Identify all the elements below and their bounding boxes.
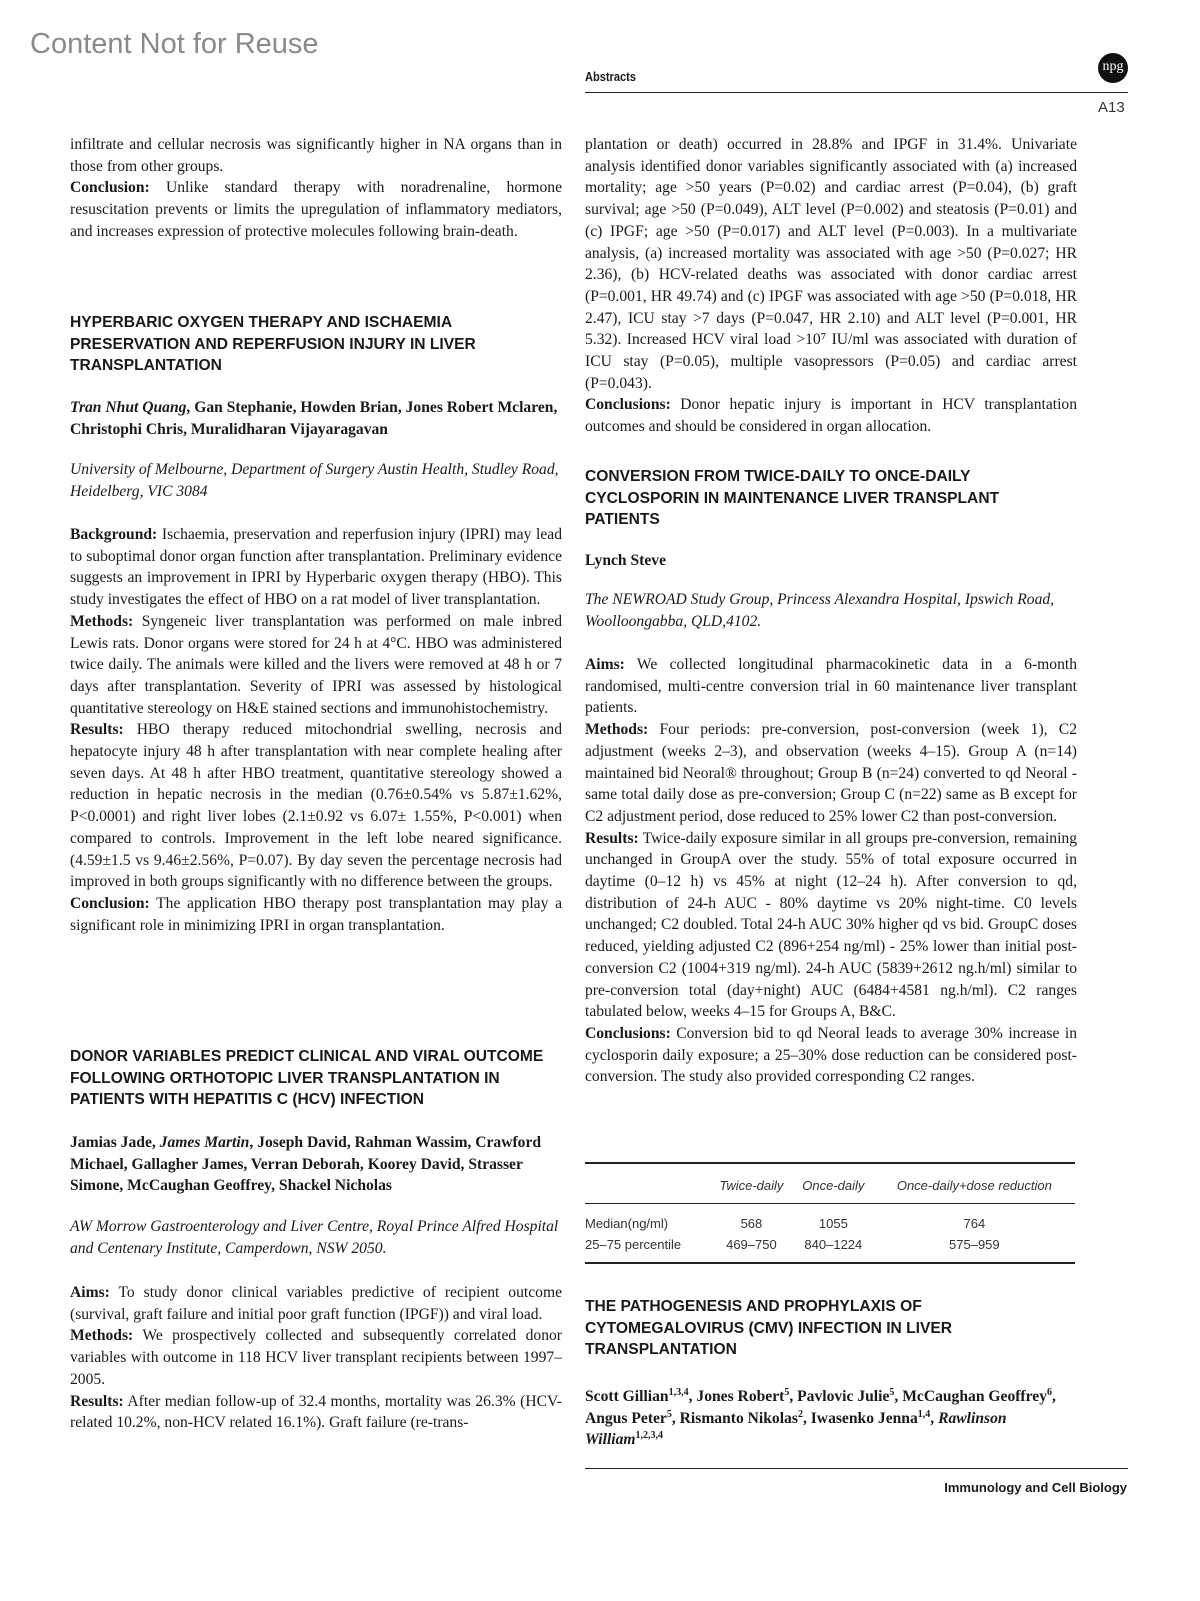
table-cell: Median(ng/ml) — [585, 1216, 669, 1231]
author: McCaughan Geoffrey — [902, 1388, 1047, 1405]
author-list — [585, 1386, 1077, 1451]
section-label: Conclusion: — [70, 179, 150, 197]
table-cell: 764 — [963, 1216, 986, 1231]
section-text: HBO therapy reduced mitochondrial swelling, necrosis and hepatocyte injury 48 h after transplantation with near complete healing after seven days. At 48 h after HBO treatment, quantitative stereology showed a reduction in hepatic necrosis in the median (0.76±0.54% vs 5.87±1.62%, P<0.0001) and right liver lobes (2.1±0.92 vs 6.07± 1.55%, P<0.001) when compared to controls. Improvement in the left lobe neared significance. (4.59±1.5 vs 9.46±2.56%, P=0.07). By day seven the percentage necrosis had improved in both groups significantly with no difference between the groups. — [70, 721, 562, 891]
presenting-author: Tran Nhut Quang — [70, 399, 187, 416]
abstract-body-continued — [585, 134, 1077, 438]
separator: , — [1052, 1388, 1056, 1405]
section-label: Conclusion: — [70, 894, 150, 912]
previous-abstract-end — [70, 134, 562, 243]
c2-ranges-table — [585, 1162, 1075, 1264]
author-list — [70, 1132, 562, 1197]
section-label: Methods: — [585, 721, 649, 739]
table-cell: 840–1224 — [793, 1234, 874, 1263]
table-cell: 469–750 — [710, 1234, 793, 1263]
affiliation-marker: 5 — [666, 1408, 672, 1420]
section-label: Results: — [585, 829, 639, 847]
section-text: Four periods: pre-conversion, post-conversion (week 1), C2 adjustment (weeks 2–3), and observation (weeks 4–15). Group A (n=14) maintained bid Neoral® throughout; Group B (n=24) converted to qd Neoral - same total daily dose as pre-conversion; Group C (n=22) same as B except for C2 adjustment period, dose reduced to 25% lower C2 than post-conversion. — [585, 721, 1077, 825]
authors: , Joseph David, Rahman Wassim, Crawford Michael, Gallagher James, Verran Deborah, Koorey David, Strasser Simone, McCaughan Geoffrey, Shackel Nicholas — [70, 1134, 542, 1195]
intro-text: infiltrate and cellular necrosis was significantly higher in NA organs than in those from other groups. — [70, 136, 562, 175]
journal-name: Immunology and Cell Biology — [944, 1480, 1127, 1495]
header-rule — [585, 92, 1128, 93]
running-header: Abstracts — [585, 69, 636, 84]
section-label: Aims: — [585, 656, 625, 673]
affiliation-marker: 5 — [889, 1386, 895, 1398]
abstract-title: HYPERBARIC OXYGEN THERAPY AND ISCHAEMIA PRESERVATION AND REPERFUSION INJURY IN LIVER TRANSPLANTATION — [70, 314, 476, 375]
section-label: Results: — [70, 721, 124, 739]
affiliation-marker: 5 — [784, 1386, 790, 1398]
logo-text: npg — [1102, 59, 1124, 74]
section-text: Ischaemia, preservation and reperfusion injury (IPRI) may lead to suboptimal donor organ function after transplantation. Preliminary evidence suggests an improvement in IPRI by Hyperbaric oxygen therapy (HBO). This study investigates the effect of HBO on a rat model of liver transplantation. — [70, 526, 562, 609]
page-number: A13 — [1098, 99, 1125, 116]
column-header — [585, 1163, 710, 1204]
table-cell: 1055 — [818, 1216, 848, 1231]
affiliation: University of Melbourne, Department of Surgery Austin Health, Studley Road, Heidelberg, VIC 3084 — [70, 461, 559, 500]
section-text: Syngeneic liver transplantation was performed on male inbred Lewis rats. Donor organs were stored for 24 h at 4°C. HBO was administered twice daily. The animals were killed and the livers were removed at 48 h or 7 days after transplantation. Severity of IPRI was assessed by histological quantitative stereology on H&E stained sections and immunohistochemistry. — [70, 612, 562, 717]
section-label: Background: — [70, 526, 158, 543]
section-text: The application HBO therapy post transplantation may play a significant role in minimizing IPRI in organ transplantation. — [70, 894, 562, 934]
author: Scott Gillian — [585, 1388, 669, 1405]
section-text: Conversion bid to qd Neoral leads to average 30% increase in cyclosporin daily exposure; a 25–30% dose reduction can be considered post-conversion. The study also provided corresponding C2 ranges. — [585, 1024, 1077, 1086]
authors: , Gan Stephanie, Howden Brian, Jones Robert Mclaren, Christophi Chris, Muralidharan Vijayaragavan — [70, 399, 558, 438]
section-text: Donor hepatic injury is important in HCV transplantation outcomes and should be considered in organ allocation. — [585, 396, 1077, 436]
separator: , — [789, 1388, 798, 1405]
section-label: Conclusions: — [585, 1024, 671, 1042]
author: Jamias Jade, — [70, 1134, 160, 1151]
presenting-author: Rawlinson William — [585, 1409, 1007, 1449]
section-text: To study donor clinical variables predictive of recipient outcome (survival, graft failure and initial poor graft function (IPGF)) and viral load. — [70, 1284, 562, 1323]
affiliation-marker: 1,3,4 — [668, 1386, 689, 1398]
section-text: Unlike standard therapy with noradrenaline, hormone resuscitation prevents or limits the upregulation of inflammatory mediators, and increases expression of protective molecules following brain-death. — [70, 179, 562, 240]
column-header: Once-daily — [793, 1163, 874, 1204]
separator: , — [671, 1409, 680, 1427]
affiliation-marker: 2 — [797, 1408, 803, 1420]
abstract-title: THE PATHOGENESIS AND PROPHYLAXIS OF CYTOMEGALOVIRUS (CMV) INFECTION IN LIVER TRANSPLANTATION — [585, 1298, 953, 1359]
column-header: Once-daily+dose reduction — [874, 1163, 1075, 1204]
affiliation: AW Morrow Gastroenterology and Liver Centre, Royal Prince Alfred Hospital and Centenary Institute, Camperdown, NSW 2050. — [70, 1218, 559, 1257]
section-label: Methods: — [70, 1327, 134, 1345]
table-cell: 25–75 percentile — [585, 1234, 710, 1263]
abstract-title: CONVERSION FROM TWICE-DAILY TO ONCE-DAILY CYCLOSPORIN IN MAINTENANCE LIVER TRANSPLANT PATIENTS — [585, 468, 1000, 529]
author-list — [70, 397, 562, 440]
abstract-title: DONOR VARIABLES PREDICT CLINICAL AND VIRAL OUTCOME FOLLOWING ORTHOTOPIC LIVER TRANSPLANTATION IN PATIENTS WITH HEPATITIS C (HCV) INFECTION — [70, 1048, 544, 1109]
table-cell: 568 — [740, 1216, 763, 1231]
affiliation-marker: 1,2,3,4 — [635, 1430, 664, 1442]
column-header: Twice-daily — [710, 1163, 793, 1204]
section-text: After median follow-up of 32.4 months, mortality was 26.3% (HCV-related 10.2%, non-HCV related 16.1%). Graft failure (re-trans- — [70, 1392, 562, 1432]
affiliation-marker: 1,4 — [917, 1408, 931, 1420]
affiliation-marker: 6 — [1047, 1386, 1052, 1398]
author: Pavlovic Julie — [797, 1388, 890, 1405]
section-text: We collected longitudinal pharmacokinetic data in a 6-month randomised, multi-centre conversion trial in 60 maintenance liver transplant patients. — [585, 656, 1077, 717]
separator: , — [688, 1388, 697, 1405]
author: Jones Robert — [696, 1388, 785, 1405]
table-row — [585, 1204, 1075, 1235]
results-continued: plantation or death) occurred in 28.8% and IPGF in 31.4%. Univariate analysis identified donor variables significantly associated with (a) increased mortality; age >50 years (P=0.02) and cardiac arrest (P=0.04), (b) graft survival; age >50 (P=0.049), ALT level (P=0.002) and steatosis (P=0.01) and (c) IPGF; age >50 (P=0.017) and ALT level (P=0.003). In a multivariate analysis, (a) increased mortality was associated with age >50 (P=0.027; HR 2.36), (b) HCV-related deaths was associated with donor cardiac arrest (P=0.001, HR 49.74) and (c) IPGF was associated with age >50 (P=0.018, HR 2.47), ICU stay >7 days (P=0.047, HR 2.10) and ALT level (P=0.001, HR 5.32). Increased HCV viral load >10⁷ IU/ml was associated with duration of ICU stay (P=0.05), multiple vasopressors (P=0.05) and cardiac arrest (P=0.043). — [585, 136, 1077, 392]
watermark: Content Not for Reuse — [30, 28, 319, 60]
affiliation: The NEWROAD Study Group, Princess Alexandra Hospital, Ipswich Road, Woolloongabba, QLD,4102. — [585, 591, 1055, 630]
separator: , — [930, 1409, 939, 1427]
footer-rule — [585, 1468, 1128, 1469]
author: Rismanto Nikolas — [679, 1409, 798, 1427]
section-label: Results: — [70, 1392, 124, 1410]
author: Angus Peter — [585, 1409, 667, 1427]
table-row — [585, 1234, 1075, 1263]
abstract-body — [70, 524, 562, 936]
author-list: Lynch Steve — [585, 552, 667, 569]
publisher-logo — [1098, 53, 1128, 83]
section-label: Methods: — [70, 612, 134, 630]
section-label: Conclusions: — [585, 396, 671, 414]
section-text: Twice-daily exposure similar in all groups pre-conversion, remaining unchanged in GroupA over the study. 55% of total exposure occurred in daytime (0–12 h) vs 45% at night (12–24 h). After conversion to qd, distribution of 24-h AUC - 80% daytime vs 20% night-time. C0 levels unchanged; C2 doubled. Total 24-h AUC 30% higher qd vs bid. GroupC doses reduced, yielding adjusted C2 (896+254 ng/ml) - 25% lower than initial post-conversion C2 (1004+319 ng/ml). 24-h AUC (5839+2612 ng.h/ml) similar to pre-conversion total (day+night) AUC (6484+4581 ng.h/ml). C2 ranges tabulated below, weeks 4–15 for Groups A, B&C. — [585, 829, 1077, 1021]
author: Iwasenko Jenna — [810, 1409, 918, 1427]
abstract-body — [585, 654, 1077, 1088]
table-header-row — [585, 1163, 1075, 1204]
separator: , — [894, 1388, 903, 1405]
section-text: We prospectively collected and subsequently correlated donor variables with outcome in 118 HCV liver transplant recipients between 1997–2005. — [70, 1327, 562, 1388]
section-label: Aims: — [70, 1284, 110, 1301]
presenting-author: James Martin — [159, 1134, 250, 1151]
table-cell: 575–959 — [874, 1234, 1075, 1263]
separator: , — [802, 1409, 811, 1427]
abstract-body — [70, 1282, 562, 1434]
